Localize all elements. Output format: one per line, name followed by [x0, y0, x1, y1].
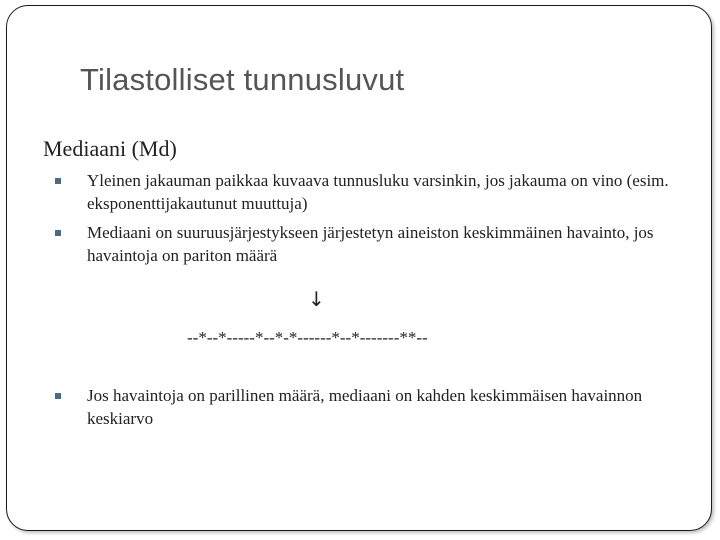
bullet-text: Mediaani on suuruusjärjestykseen järjestetyn aineiston keskimmäinen havainto, jos havaintoja on pariton määrä — [87, 223, 654, 265]
bullet-square-icon — [55, 393, 61, 399]
observations-line: --*--*-----*--*-*------*--*-------**-- — [187, 328, 428, 347]
bullet-item — [55, 169, 695, 215]
section-heading: Mediaani (Md) — [43, 136, 177, 161]
bullet-text: Yleinen jakauman paikkaa kuvaava tunnusluku varsinkin, jos jakauma on vino (esim. eksponenttijakautunut muuttuja) — [87, 171, 669, 213]
median-arrow-icon: ↓ — [308, 287, 325, 311]
slide-title: Tilastolliset tunnusluvut — [80, 62, 405, 97]
bullet-item — [55, 221, 695, 267]
bullet-square-icon — [55, 230, 61, 236]
bullet-item — [55, 384, 695, 430]
bullet-text: Jos havaintoja on parillinen määrä, mediaani on kahden keskimmäisen havainnon keskiarvo — [87, 386, 643, 428]
bullet-square-icon — [55, 178, 61, 184]
